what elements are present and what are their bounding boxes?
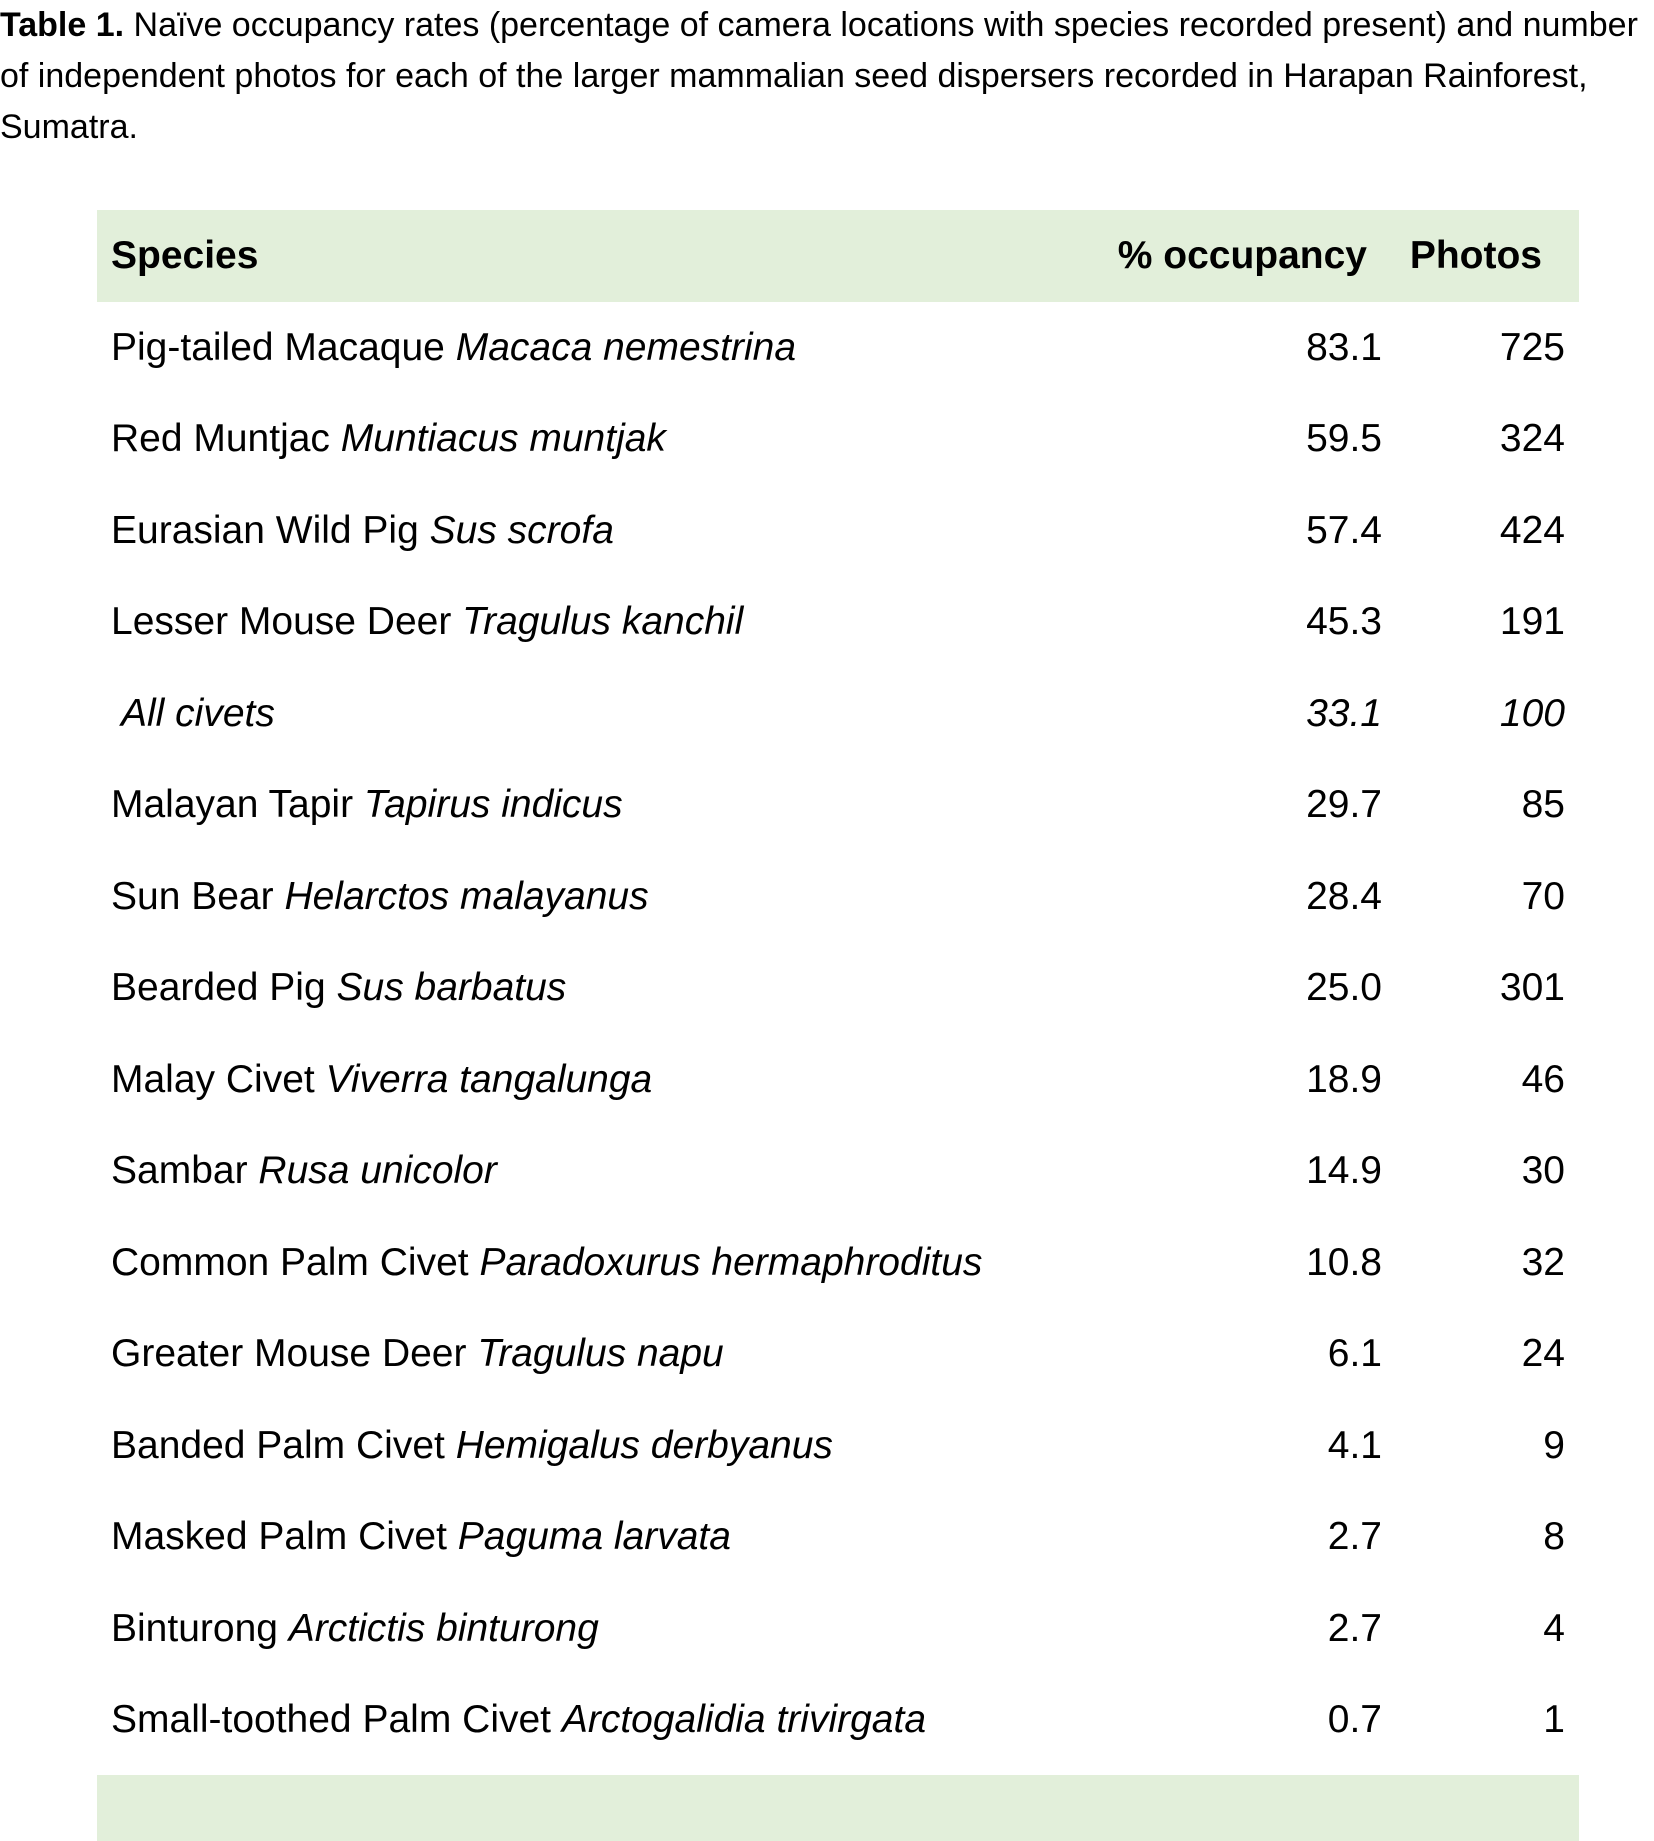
occupancy-cell: 6.1 (1327, 1332, 1382, 1376)
scientific-name: Hemigalus derbyanus (455, 1423, 833, 1467)
header-photos: Photos (1409, 234, 1542, 277)
common-name: Binturong (111, 1606, 289, 1650)
table-row (97, 1309, 1579, 1401)
species-cell (111, 966, 566, 1010)
table-row (97, 1675, 1579, 1767)
photos-cell: 30 (1521, 1149, 1565, 1193)
occupancy-cell: 29.7 (1306, 783, 1382, 827)
photos-cell: 24 (1521, 1332, 1565, 1376)
species-cell (111, 1332, 724, 1376)
species-cell (111, 1058, 652, 1102)
occupancy-cell: 18.9 (1306, 1057, 1382, 1101)
scientific-name: Viverra tangalunga (325, 1057, 653, 1101)
table-row (97, 1400, 1579, 1492)
species-cell (111, 326, 796, 370)
occupancy-table (97, 210, 1579, 1841)
common-name: Eurasian Wild Pig (111, 508, 430, 552)
species-cell (111, 509, 614, 553)
table-header-row (97, 210, 1579, 302)
occupancy-cell: 14.9 (1306, 1149, 1382, 1193)
caption-text: Naïve occupancy rates (percentage of camera locations with species recorded present) and number of independent photos for each of the larger mammalian seed dispersers recorded in Harapan Rainforest, Sumatra. (0, 6, 1638, 146)
scientific-name: Macaca nemestrina (455, 325, 797, 369)
scientific-name: Helarctos malayanus (284, 874, 649, 918)
scientific-name: Paguma larvata (457, 1515, 731, 1559)
scientific-name: Rusa unicolor (258, 1149, 497, 1193)
occupancy-cell: 10.8 (1306, 1240, 1382, 1284)
occupancy-cell: 83.1 (1306, 325, 1382, 369)
common-name: Small-toothed Palm Civet (111, 1698, 562, 1742)
photos-cell: 424 (1499, 508, 1565, 552)
occupancy-cell: 2.7 (1327, 1606, 1382, 1650)
scientific-name: Muntiacus muntjak (340, 417, 666, 461)
table-caption (0, 0, 1654, 153)
photos-cell: 191 (1499, 600, 1565, 644)
photos-cell: 324 (1499, 417, 1565, 461)
species-cell (111, 1241, 982, 1285)
table-row (97, 1492, 1579, 1584)
scientific-name: Paradoxurus hermaphroditus (479, 1240, 983, 1284)
species-cell (111, 1607, 599, 1651)
table-row (97, 485, 1579, 577)
common-name: Greater Mouse Deer (111, 1332, 478, 1376)
species-cell (111, 1515, 731, 1559)
common-name: Sambar (111, 1149, 259, 1193)
scientific-name: Sus scrofa (429, 508, 614, 552)
photos-cell: 9 (1543, 1423, 1565, 1467)
species-cell (111, 1424, 833, 1468)
occupancy-cell: 2.7 (1327, 1515, 1382, 1559)
occupancy-cell: 28.4 (1306, 874, 1382, 918)
common-name: Bearded Pig (111, 966, 337, 1010)
scientific-name: Tapirus indicus (363, 783, 623, 827)
photos-cell: 32 (1521, 1240, 1565, 1284)
common-name: Pig-tailed Macaque (111, 325, 456, 369)
common-name: Banded Palm Civet (111, 1423, 456, 1467)
table-row (97, 1126, 1579, 1218)
occupancy-cell: 57.4 (1306, 508, 1382, 552)
table-row (97, 1583, 1579, 1675)
caption-label: Table 1. (0, 6, 125, 44)
common-name: Lesser Mouse Deer (111, 600, 463, 644)
table-row (97, 577, 1579, 669)
photos-cell: 301 (1499, 966, 1565, 1010)
table-footer-band (97, 1775, 1579, 1841)
common-name: Masked Palm Civet (111, 1515, 458, 1559)
table-row (97, 943, 1579, 1035)
occupancy-cell: 33.1 (1306, 691, 1382, 735)
scientific-name: Arctogalidia trivirgata (561, 1698, 927, 1742)
table-row (97, 302, 1579, 394)
species-cell (111, 1149, 497, 1193)
photos-cell: 46 (1521, 1057, 1565, 1101)
photos-cell: 725 (1499, 325, 1565, 369)
header-species: Species (111, 234, 259, 277)
table-row-summary (97, 668, 1579, 760)
table-row (97, 1034, 1579, 1126)
photos-cell: 1 (1543, 1698, 1565, 1742)
species-cell (111, 783, 623, 827)
occupancy-cell: 4.1 (1327, 1423, 1382, 1467)
common-name: Malayan Tapir (111, 783, 364, 827)
occupancy-cell: 0.7 (1327, 1698, 1382, 1742)
common-name: All civets (121, 691, 275, 735)
species-cell (121, 692, 275, 736)
table-row (97, 760, 1579, 852)
common-name: Malay Civet (111, 1057, 326, 1101)
occupancy-cell: 45.3 (1306, 600, 1382, 644)
occupancy-cell: 59.5 (1306, 417, 1382, 461)
common-name: Red Muntjac (111, 417, 341, 461)
header-occupancy: % occupancy (1117, 234, 1367, 277)
scientific-name: Tragulus napu (477, 1332, 724, 1376)
occupancy-cell: 25.0 (1306, 966, 1382, 1010)
photos-cell: 100 (1499, 691, 1565, 735)
species-cell (111, 417, 666, 461)
scientific-name: Sus barbatus (336, 966, 567, 1010)
common-name: Common Palm Civet (111, 1240, 480, 1284)
photos-cell: 8 (1543, 1515, 1565, 1559)
scientific-name: Tragulus kanchil (462, 600, 744, 644)
table-row (97, 1217, 1579, 1309)
species-cell (111, 600, 743, 644)
common-name: Sun Bear (111, 874, 285, 918)
species-cell (111, 1698, 926, 1742)
scientific-name: Arctictis binturong (288, 1606, 599, 1650)
photos-cell: 70 (1521, 874, 1565, 918)
species-cell (111, 875, 649, 919)
photos-cell: 85 (1521, 783, 1565, 827)
table-row (97, 394, 1579, 486)
table-row (97, 851, 1579, 943)
photos-cell: 4 (1543, 1606, 1565, 1650)
